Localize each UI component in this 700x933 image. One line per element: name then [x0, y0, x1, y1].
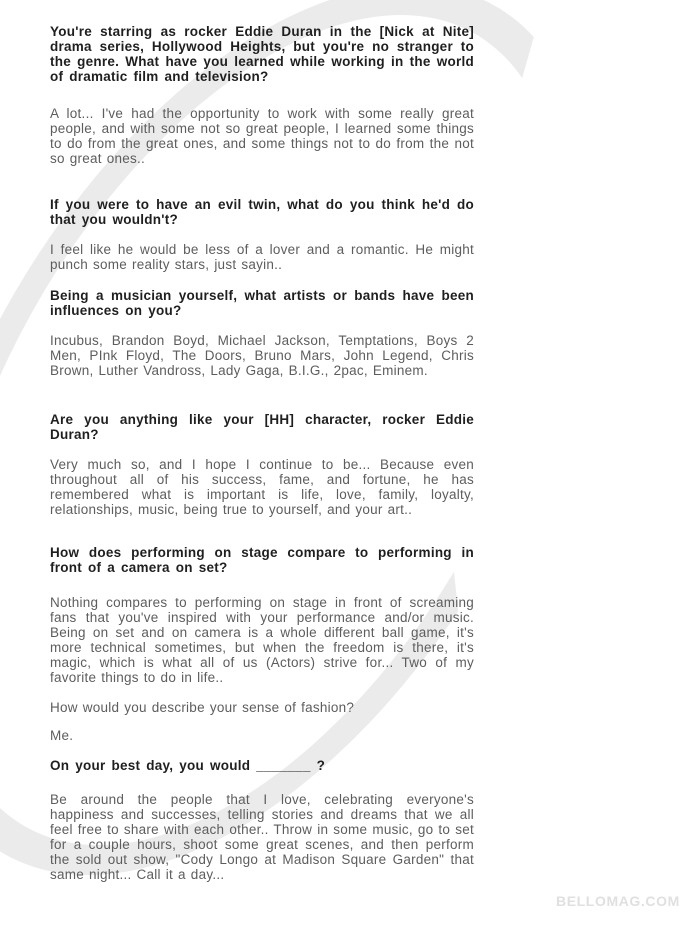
answer-block: I feel like he would be less of a lover and a romantic. He might punch some reality stars, just sayin..	[50, 242, 474, 272]
question-block: How does performing on stage compare to performing in front of a camera on set?	[50, 545, 474, 575]
answer-block: How would you describe your sense of fashion?	[50, 700, 355, 715]
question-block: If you were to have an evil twin, what do you think he'd do that you wouldn't?	[50, 197, 474, 227]
answer-block: Nothing compares to performing on stage in front of screaming fans that you've inspired with your performance and/or music. Being on set and on camera is a whole different ball game, it's more technical sometimes, but when the freedom is there, it's magic, which is what all of us (Actors) strive for... Two of my favorite things to do in life..	[50, 595, 474, 685]
answer-block: Me.	[50, 728, 74, 743]
interview-text-column	[50, 24, 474, 882]
answer-block: Be around the people that I love, celebrating everyone's happiness and successes, telling stories and dreams that we all feel free to share with each other.. Throw in some music, go to set for a couple hours, shoot some great scenes, and then perform the sold out show, "Cody Longo at Madison Square Garden" that same night... Call it a day...	[50, 792, 474, 882]
answer-block: Incubus, Brandon Boyd, Michael Jackson, Temptations, Boys 2 Men, PInk Floyd, The Doors, Bruno Mars, John Legend, Chris Brown, Luther Vandross, Lady Gaga, B.I.G., 2pac, Eminem.	[50, 333, 474, 378]
answer-block: Very much so, and I hope I continue to be... Because even throughout all of his success, fame, and fortune, he has remembered what is important is life, love, family, loyalty, relationships, music, being true to yourself, and your art..	[50, 457, 474, 517]
question-block: You're starring as rocker Eddie Duran in the [Nick at Nite] drama series, Hollywood Heights, but you're no stranger to the genre. What have you learned while working in the world of dramatic film and television?	[50, 24, 474, 84]
question-block: Being a musician yourself, what artists or bands have been influences on you?	[50, 288, 474, 318]
question-block: Are you anything like your [HH] character, rocker Eddie Duran?	[50, 412, 474, 442]
site-watermark: BELLOMAG.COM	[556, 893, 680, 909]
answer-block: A lot... I've had the opportunity to work with some really great people, and with some not so great people, I learned some things to do from the great ones, and some things not to do from the not so great ones..	[50, 106, 474, 166]
question-block: On your best day, you would _______ ?	[50, 758, 326, 773]
